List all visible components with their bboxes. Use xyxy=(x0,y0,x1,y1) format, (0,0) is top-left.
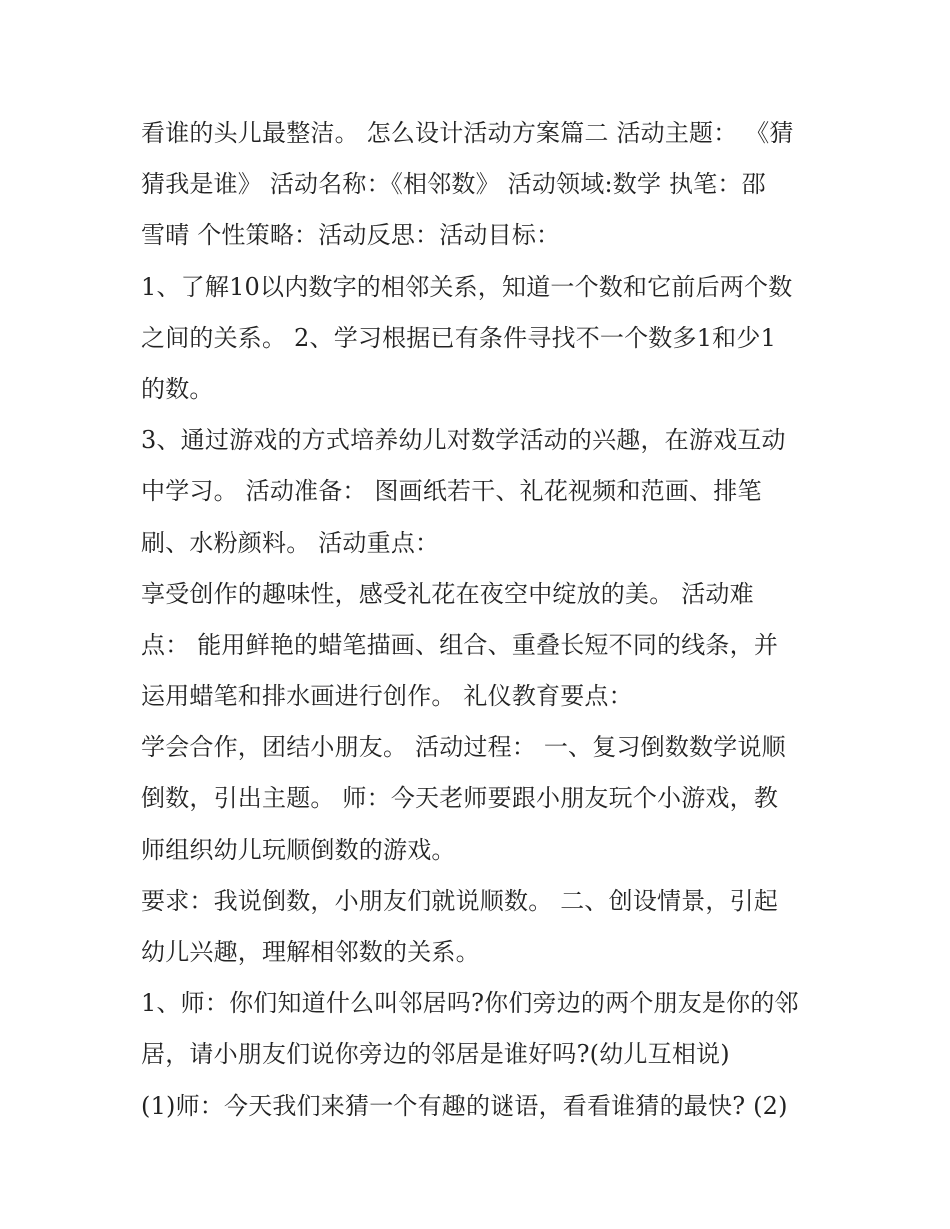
text-line: 倒数，引出主题。 师：今天老师要跟小朋友玩个小游戏，教 xyxy=(141,784,779,813)
text-line: 运用蜡笔和排水画进行创作。 礼仪教育要点： xyxy=(141,682,633,711)
text-line: 之间的关系。 2、学习根据已有条件寻找不一个数多1和少1 xyxy=(141,323,777,352)
text-line: 刷、水粉颜料。 活动重点： xyxy=(141,528,440,557)
text-line: 幼儿兴趣，理解相邻数的关系。 xyxy=(141,938,480,966)
text-line: 3、通过游戏的方式培养幼儿对数学活动的兴趣，在游戏互动 xyxy=(141,426,786,455)
text-line: 雪晴 个性策略：活动反思：活动目标： xyxy=(141,221,561,250)
text-line: (1)师：今天我们来猜一个有趣的谜语，看看谁猜的最快? (2) xyxy=(141,1091,788,1120)
text-line: 1、师：你们知道什么叫邻居吗?你们旁边的两个朋友是你的邻 xyxy=(141,989,799,1018)
text-line: 猜我是谁》 活动名称：《相邻数》 活动领域:数学 执笔：邵 xyxy=(141,170,766,199)
text-line: 点： 能用鲜艳的蜡笔描画、组合、重叠长短不同的线条，并 xyxy=(141,630,779,659)
text-line: 居，请小朋友们说你旁边的邻居是谁好吗?(幼儿互相说) xyxy=(141,1040,730,1069)
text-line: 1、了解10以内数字的相邻关系，知道一个数和它前后两个数 xyxy=(141,272,793,301)
text-line: 享受创作的趣味性，感受礼花在夜空中绽放的美。 活动难 xyxy=(141,579,754,608)
document-body xyxy=(141,108,821,1132)
text-line: 的数。 xyxy=(141,374,214,403)
text-line: 学会合作，团结小朋友。 活动过程： 一、复习倒数数学说顺 xyxy=(141,733,786,762)
text-line: 师组织幼儿玩顺倒数的游戏。 xyxy=(141,835,456,864)
text-line: 要求：我说倒数，小朋友们就说顺数。 二、创设情景，引起 xyxy=(141,886,779,915)
text-line: 看谁的头儿最整洁。 怎么设计活动方案篇二 活动主题： 《猜 xyxy=(141,119,794,147)
text-line: 中学习。 活动准备： 图画纸若干、礼花视频和范画、排笔 xyxy=(141,477,762,506)
